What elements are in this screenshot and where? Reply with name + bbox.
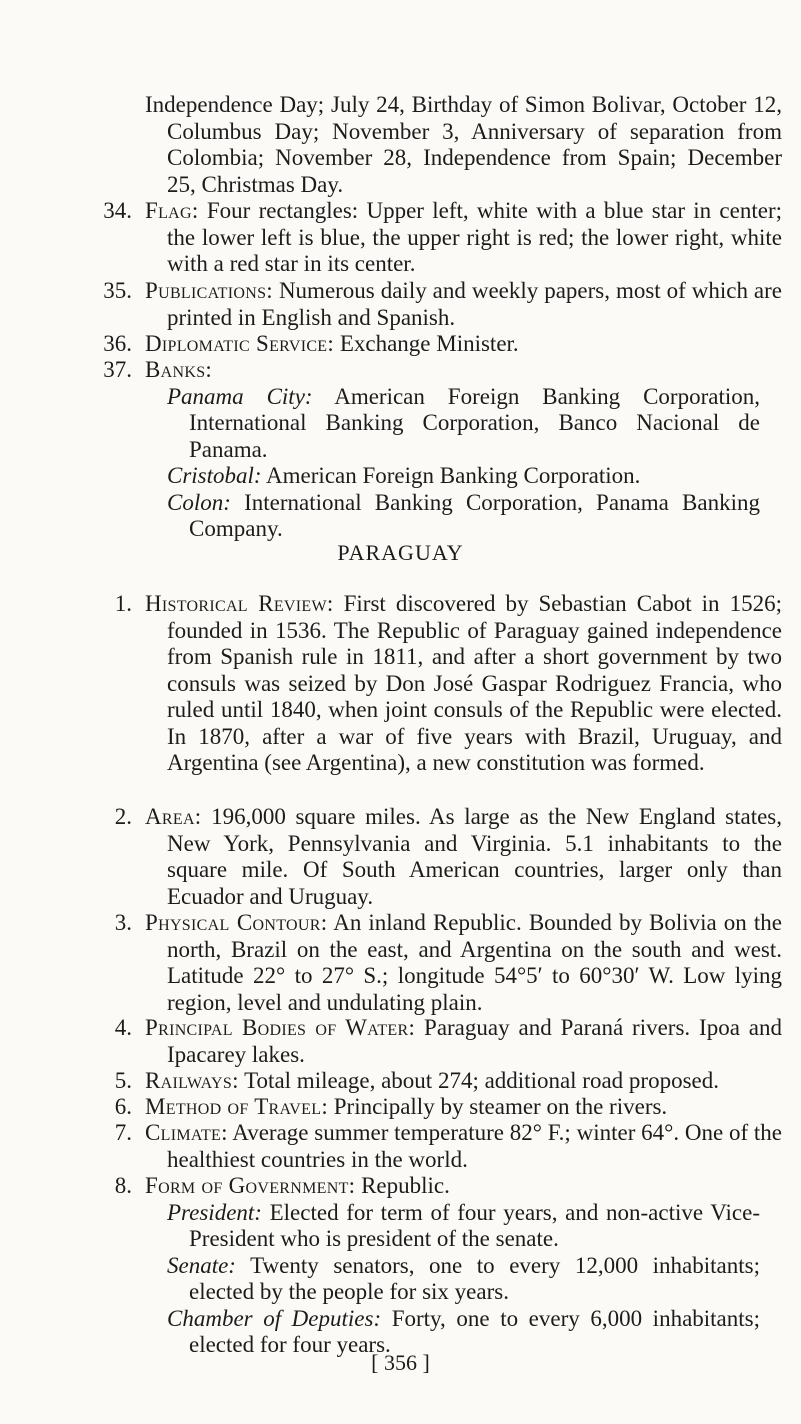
item-number: 34. [103,198,132,223]
government-entry [167,1200,760,1253]
item-text: Exchange Minister. [334,331,519,356]
item-number: 35. [103,278,132,303]
item-number: 6. [114,1094,132,1119]
government-text: Elected for term of four years, and non-active Vice-President who is president of the senate. [189,1199,760,1251]
government-title: Senate: [167,1252,236,1278]
item-text: Numerous daily and weekly papers, most of which are printed in English and Spanish. [167,278,782,330]
item-label: Climate: [145,1120,228,1145]
item-number: 8. [114,1173,132,1198]
government-entry [167,1253,760,1306]
government-title: President: [167,1199,262,1225]
section-title: PARAGUAY [337,540,464,565]
bank-place: Cristobal: [167,463,262,488]
bank-text: American Foreign Banking Corporation. [261,463,641,488]
item-text: Principally by steamer on the rivers. [328,1094,668,1119]
item-text: An inland Republic. Bounded by Bolivia on the north, Brazil on the east, and Argentina on the south and west. Latitude 22° to 27° S.; longitude 54°5′ to 60°30′ W. Low lying region, level and undulating plain. [167,910,782,1015]
item-label: Banks: [145,357,213,382]
item-label: Area: [145,804,202,829]
item-label: Method of Travel: [145,1094,329,1119]
bank-entry [167,463,760,490]
item-label: Physical Contour: [145,910,328,935]
item-text: Four rectangles: Upper left, white with a blue star in center; the lower left is blue, the upper right is red; the lower right, white with a red star in its center. [167,198,782,276]
bank-text: International Banking Corporation, Panama Banking Company. [189,489,760,541]
item-number: 2. [114,804,132,829]
item-label: Publications: [145,278,273,303]
item-label: Historical Review: [145,591,334,616]
item-number: 37. [103,357,132,382]
page-number: [ 356 ] [371,1350,430,1375]
item-text: Total mileage, about 274; additional road proposed. [238,1068,719,1093]
bank-text: American Foreign Banking Corporation, International Banking Corporation, Banco Nacional de Panama. [189,383,760,462]
bank-place: Panama City: [167,383,313,409]
government-text: Twenty senators, one to every 12,000 inhabitants; elected by the people for six years. [189,1252,760,1304]
item-label: Principal Bodies of Water: [145,1015,416,1040]
item-text: 196,000 square miles. As large as the New England states, New York, Pennsylvania and Virginia. 5.1 inhabitants to the square mile. Of South American countries, larger only than Ecuador and Uruguay. [167,804,782,909]
bank-entry [167,384,760,464]
item-number: 7. [114,1120,132,1145]
banks-list [145,384,760,543]
item-label: Flag: [145,198,199,223]
bank-place: Colon: [167,489,231,515]
government-text: Forty, one to every 6,000 inhabitants; elected for four years. [189,1305,761,1357]
item-number: 3. [114,910,132,935]
item-number: 36. [103,331,132,356]
bank-entry [167,490,760,543]
holidays-continuation: Independence Day; July 24, Birthday of Simon Bolivar, October 12, Columbus Day; November 3, Anniversary of separation from Colombia; November 28, Independence from Spain; December 25, Christmas Day. [145,92,782,197]
item-label: Diplomatic Service: [145,331,335,356]
government-list [145,1200,760,1359]
item-number: 1. [114,591,132,616]
item-number: 4. [114,1015,132,1040]
item-label: Railways: [145,1068,239,1093]
item-text: Paraguay and Paraná rivers. Ipoa and Ipacarey lakes. [167,1015,782,1067]
item-number: 5. [114,1068,132,1093]
item-text: First discovered by Sebastian Cabot in 1526; founded in 1536. The Republic of Paraguay gained independence from Spanish rule in 1811, and after a short government by two consuls was seized by Don José Gaspar Rodriguez Francia, who ruled until 1840, when joint consuls of the Republic were elected. In 1870, after a war of five years with Brazil, Uruguay, and Argentina (see Argentina), a new constitution was formed. [167,591,782,775]
item-text: Average summer temperature 82° F.; winter 64°. One of the healthiest countries in the world. [167,1120,782,1172]
government-title: Chamber of Deputies: [167,1305,382,1331]
item-label: Form of Government: [145,1173,356,1198]
item-text: Republic. [355,1173,450,1198]
